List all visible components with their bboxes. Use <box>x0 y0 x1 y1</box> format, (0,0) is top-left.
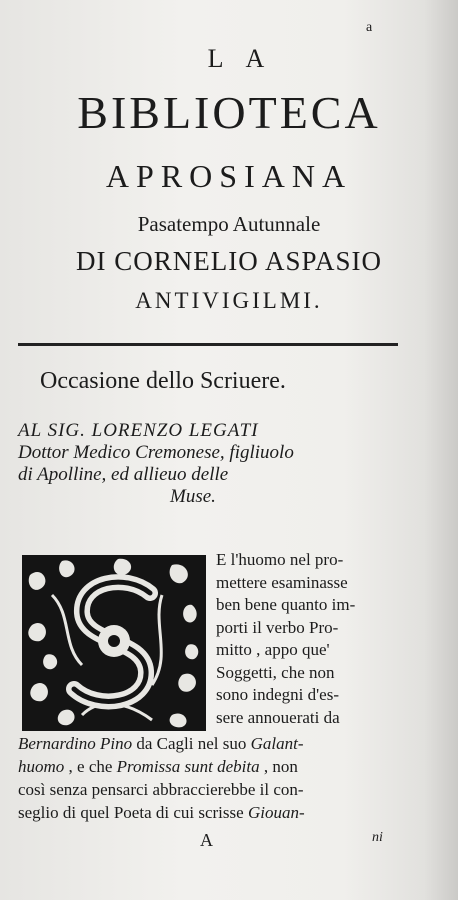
dedication-line: Dottor Medico Cremonese, figliuolo <box>18 442 294 463</box>
title-line-la: LA <box>207 44 287 73</box>
dedication-line: di Apolline, ed allieuo delle <box>18 464 229 485</box>
text-line <box>18 732 305 755</box>
text-line: mitto , appo que' <box>216 640 330 659</box>
text-span: seglio di quel Poeta di cui scrisse <box>18 803 248 822</box>
author-surname: ANTIVIGILMI. <box>135 288 323 313</box>
text-span: Giouan- <box>247 803 305 822</box>
floral-initial-icon <box>22 555 206 731</box>
section-heading: Occasione dello Scriuere. <box>40 368 286 394</box>
page-edge-shadow <box>424 0 458 900</box>
text-span: , e che <box>64 757 117 776</box>
horizontal-rule <box>18 343 398 346</box>
text-line: Soggetti, che non <box>216 662 335 682</box>
text-span: Promissa sunt debita <box>116 757 260 776</box>
text-line: sono indegni d'es- <box>216 685 339 704</box>
text-span: huomo <box>18 757 65 776</box>
text-line: E l'huomo nel pro- <box>216 550 344 569</box>
text-span: Bernardino Pino <box>18 734 133 753</box>
body-text-full <box>18 732 305 824</box>
text-span: da Cagli nel suo <box>132 734 251 753</box>
dedication-line: AL SIG. LORENZO LEGATI <box>18 420 259 441</box>
text-line: mettere esaminasse <box>216 572 348 592</box>
decorated-initial-s <box>22 555 206 731</box>
text-span: Galant- <box>250 734 304 753</box>
corner-mark: a <box>366 20 373 35</box>
dedication-line: Muse. <box>170 486 216 507</box>
text-line <box>18 801 305 824</box>
title-line-aprosiana: APROSIANA <box>105 158 353 194</box>
text-line: così senza pensarci abbraccierebbe il con- <box>18 780 304 799</box>
text-line: ben bene quanto im- <box>216 595 356 614</box>
text-line: porti il verbo Pro- <box>216 617 339 637</box>
signature-mark: A <box>200 830 213 850</box>
author-line: DI CORNELIO ASPASIO <box>75 246 383 276</box>
text-line: sere annouerati da <box>216 707 340 727</box>
title-line-biblioteca: BIBLIOTECA <box>77 87 381 138</box>
body-text-right <box>216 549 355 729</box>
subtitle: Pasatempo Autunnale <box>137 212 321 236</box>
dedication <box>18 420 294 508</box>
text-span: , non <box>259 757 298 776</box>
catchword: ni <box>372 830 383 845</box>
text-line <box>18 755 305 778</box>
